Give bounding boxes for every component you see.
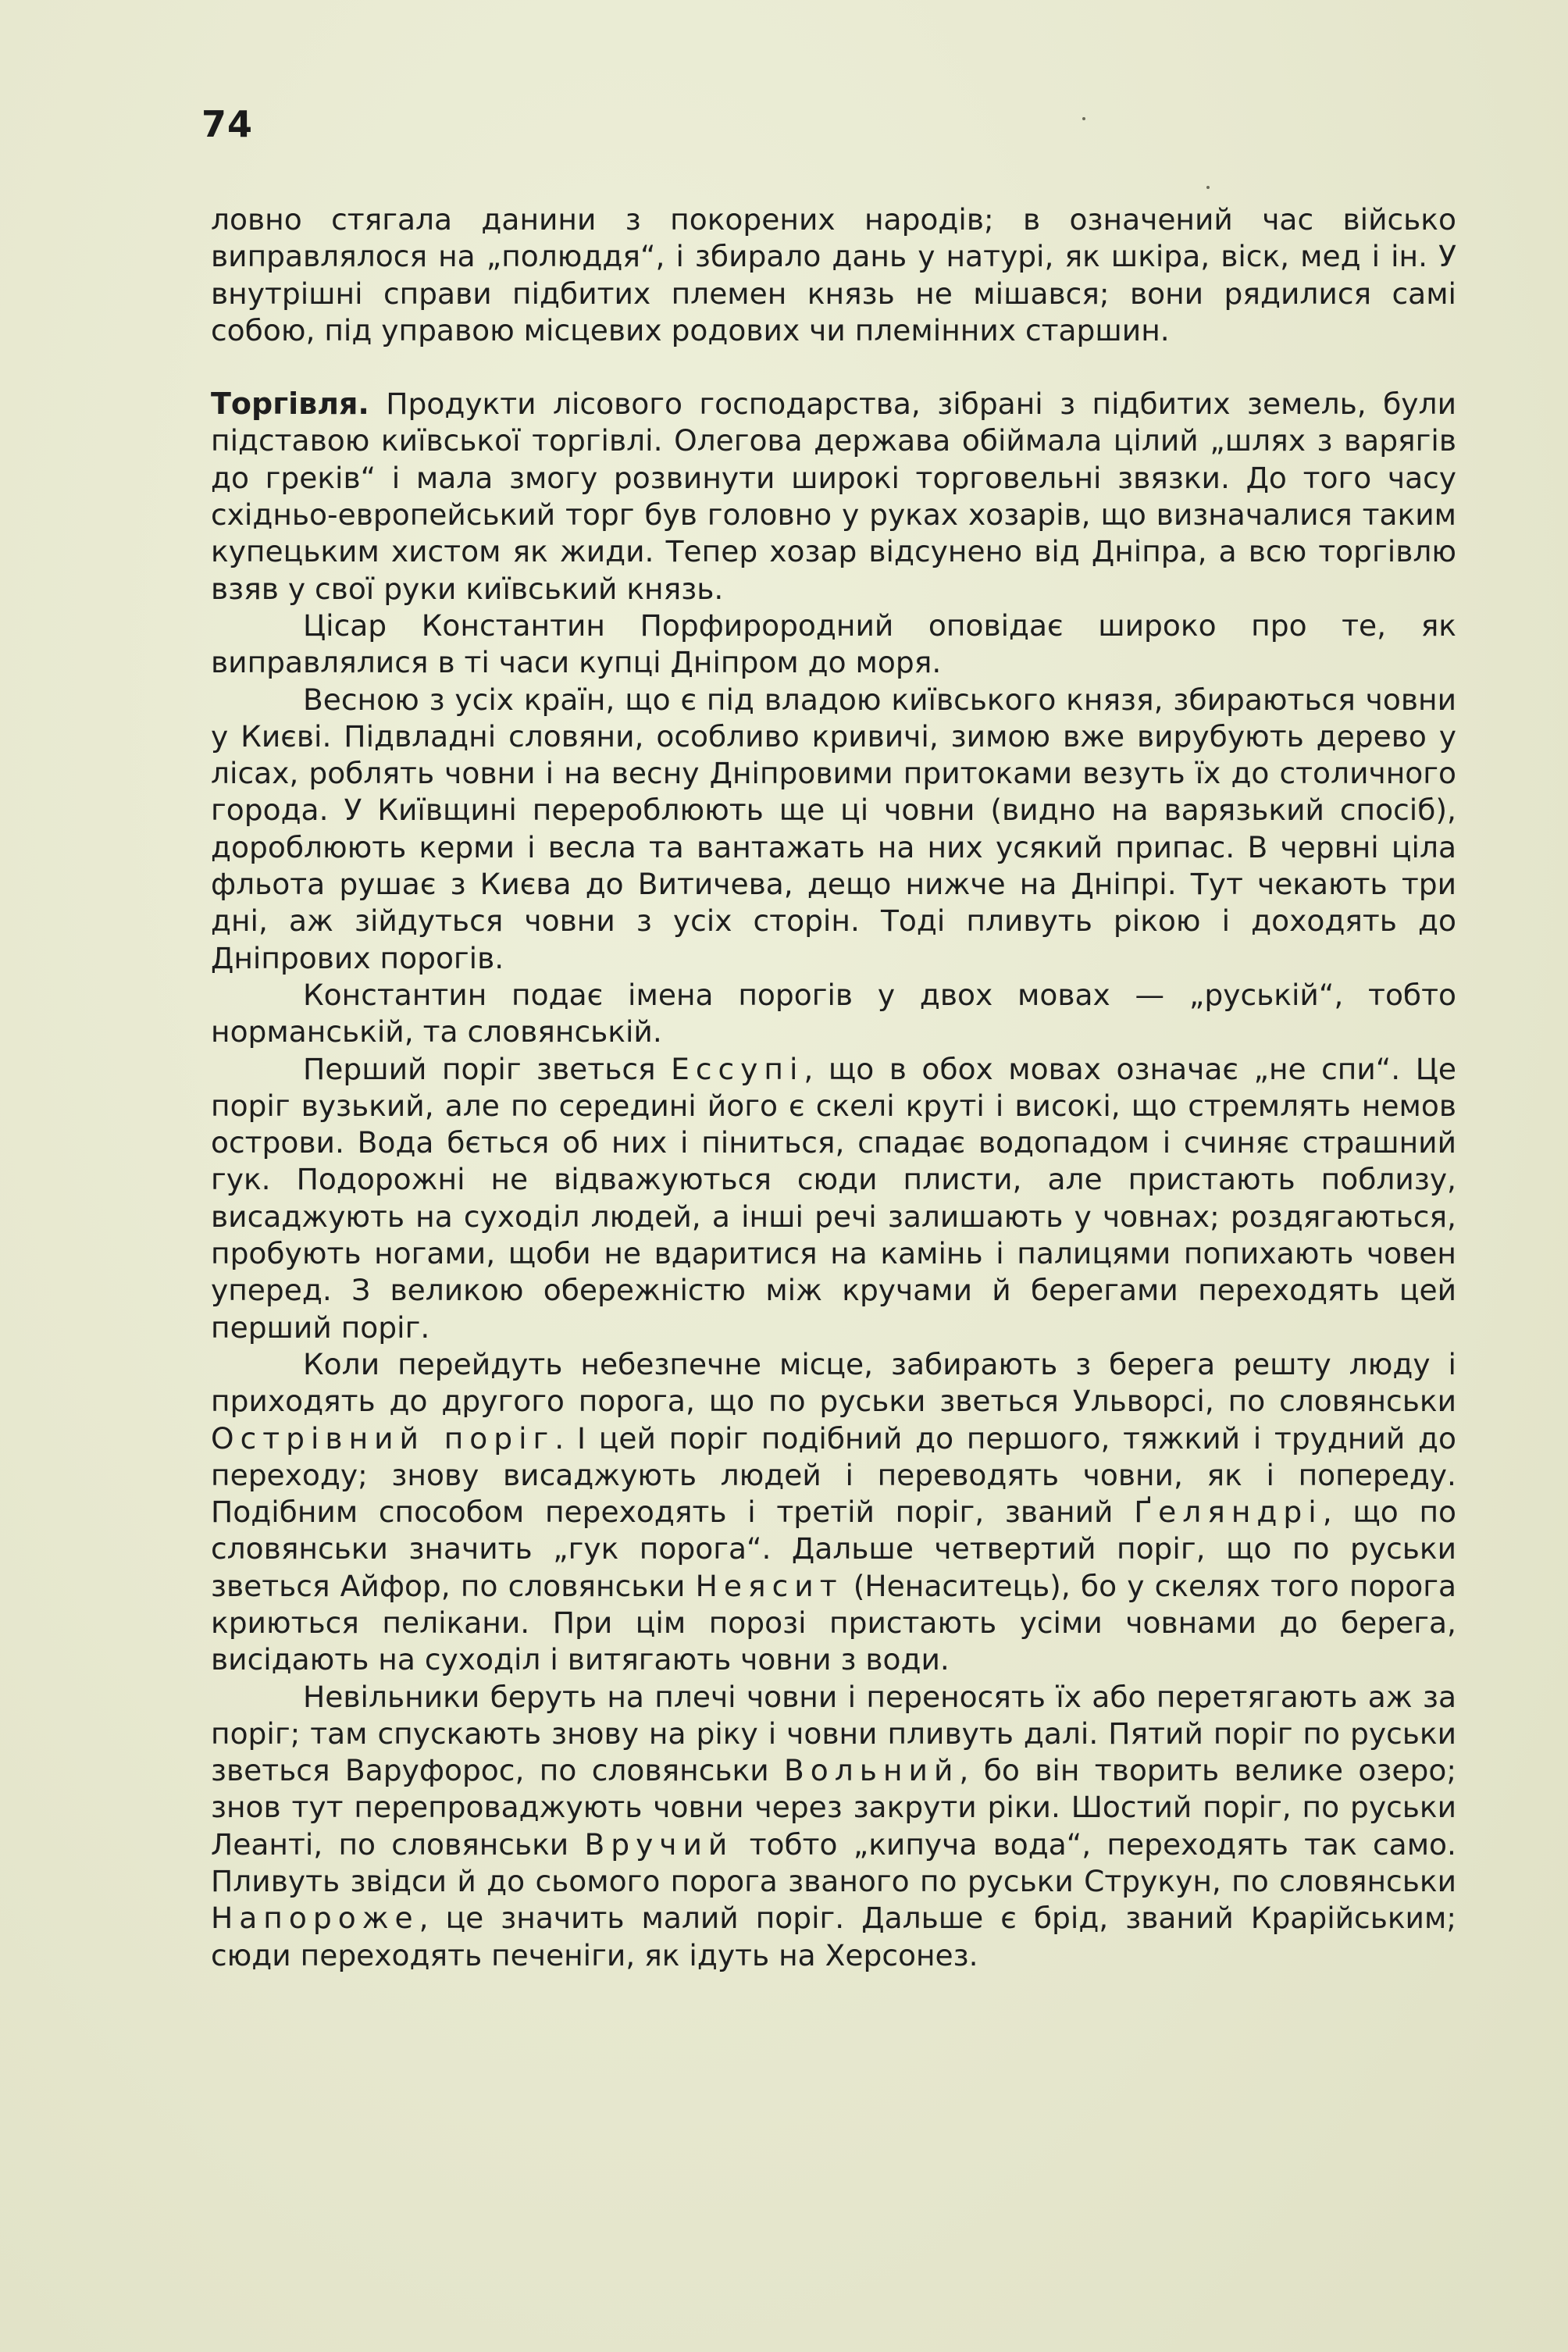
paragraph-first-rapid xyxy=(211,1051,1456,1346)
rapid-name: Острівний поріг xyxy=(211,1420,555,1456)
section-heading: Торгівля. xyxy=(211,387,369,422)
paragraph-text: , що в обох мовах означає „не спи“. Це поріг вузький, але по середині його є скелі круті і високі, що стремлять немов острови. Вода бється об них і піниться, спадає водопадом і счиняє страшний гук. Подорожні не відважуються сюди плисти, але пристають поблизу, висаджують на суходіл людей, а інші речі залишають у човнах; роздягаються, пробують ногами, щоби не вдаритися на камінь і палицями попихають човен уперед. З великою обережністю між кручами й берегами переходять цей перший поріг. xyxy=(211,1051,1456,1345)
rapid-name: Вручий xyxy=(584,1826,734,1862)
paragraph-tribute xyxy=(211,201,1456,349)
paragraph-constantine xyxy=(211,608,1456,682)
paragraph-text: Константин подає імена порогів у двох мовах — „руській“, тобто норманській, та словянській. xyxy=(211,977,1456,1049)
paragraph-text: . І цей поріг подібний до першого, тяжкий і трудний до переходу; знову висаджують людей і переводять човни, як і попереду. Подібним способом переходять і третій поріг, званий xyxy=(211,1420,1456,1530)
print-speck xyxy=(1082,117,1085,120)
paragraph-spring xyxy=(211,682,1456,977)
paragraph-text: Весною з усіх країн, що є під владою київського князя, збираються човни у Києві. Підвладні словяни, особливо кривичі, зимою вже вирубують дерево у лісах, роблять човни і на весну Дніпровими притоками везуть їх до столичного города. У Київщині перероблюють ще ці човни (видно на варязький спосіб), дороблюють керми і весла та вантажать на них усякий припас. В червні ціла фльота рушає з Києва до Витичева, дещо нижче на Дніпрі. Тут чекають три дні, аж зійдуться човни з усіх сторін. Тоді пливуть рікою і доходять до Дніпрових порогів. xyxy=(211,682,1456,975)
paragraph-text: Невільники беруть на плечі човни і переносять їх або перетягають аж за поріг; там спускають знову на ріку і човни пливуть далі. Пятий поріг по руськи зветься Варуфорос, по словянськи xyxy=(211,1679,1456,1788)
rapid-name: Неясит xyxy=(695,1568,843,1603)
paragraph-text: , що по словянськи значить „гук порога“. Дальше четвертий поріг, що по руськи зветься Айфор, по словянськи xyxy=(211,1495,1457,1603)
paragraph-text: ловно стягала данини з покорених народів; в означений час військо виправлялося на „полюддя“, і збирало дань у натурі, як шкіра, віск, мед і ін. У внутрішні справи підбитих племен князь не мішався; вони рядилися самі собою, під управою місцевих родових чи племінних старшин. xyxy=(211,202,1456,347)
paragraph-text: , бо він творить велике озеро; знов тут перепроваджують човни через закрути ріки. Шостий поріг, по руськи Леанті, по словянськи xyxy=(211,1753,1456,1862)
paragraph-slaves xyxy=(211,1679,1456,1974)
paragraph-text: (Ненаситець), бо у скелях того порога криються пелікани. При цім порозі пристають усіми човнами до берега, висідають на суходіл і витягають човни з води. xyxy=(211,1568,1456,1677)
print-speck xyxy=(1206,186,1210,189)
paragraph-text: тобто „кипуча вода“, переходять так само. Пливуть звідси й до сьомого порога званого по руськи Струкун, по словянськи xyxy=(211,1826,1456,1899)
rapid-name: Ґеляндрі xyxy=(1134,1495,1323,1530)
rapid-name: Напороже xyxy=(211,1901,419,1936)
page-number: 74 xyxy=(201,103,254,145)
section-gap xyxy=(211,349,1456,386)
rapid-name: Ессупі xyxy=(671,1051,804,1086)
paragraph-text: Продукти лісового господарства, зібрані з підбитих земель, були підставою київської торгівлі. Олегова держава обіймала цілий „шлях з варягів до греків“ і мала змогу розвинути широкі торговельні звязки. До того часу східньо-европейський торг був головно у руках хозарів, що визначалися таким купецьким хистом як жиди. Тепер хозар відсунено від Дніпра, а всю торгівлю взяв у свої руки київський князь. xyxy=(211,387,1456,606)
paragraph-text: Перший поріг зветься xyxy=(303,1051,672,1086)
paragraph-text: , це значить малий поріг. Дальше є брід, званий Крарійським; сюди переходять печеніги, як ідуть на Херсонез. xyxy=(211,1901,1456,1972)
paragraph-trade xyxy=(211,386,1456,608)
rapid-name: Вольний xyxy=(784,1753,960,1788)
paragraph-text: Коли перейдуть небезпечне місце, забирають з берега решту люду і приходять до другого порога, що по руськи зветься Ульворсі, по словянськи xyxy=(211,1346,1456,1419)
body-text xyxy=(211,201,1456,1974)
paragraph-second-rapid xyxy=(211,1346,1456,1679)
paragraph-names xyxy=(211,977,1456,1051)
paragraph-text: Цісар Константин Порфирородний оповідає широко про те, як виправлялися в ті часи купці Дніпром до моря. xyxy=(211,608,1456,680)
